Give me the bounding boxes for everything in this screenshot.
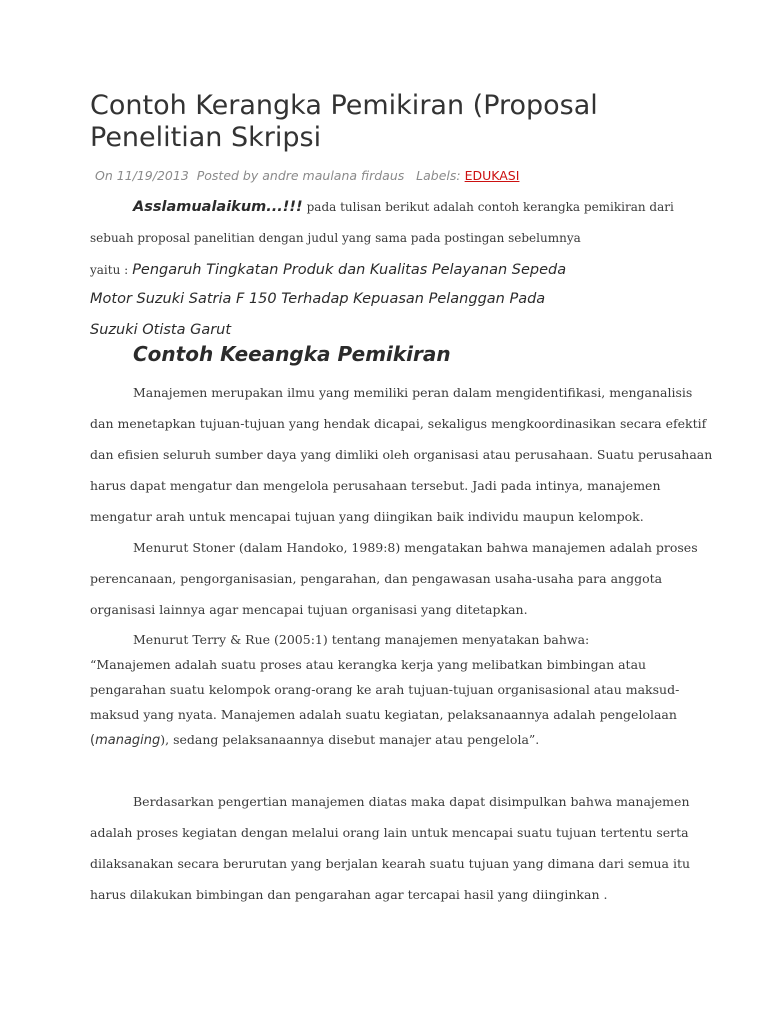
para2-line-1: Menurut Stoner (dalam Handoko, 1989:8) mengatakan bahwa manajemen adalah proses (133, 540, 698, 555)
quote-line-4-text: ), sedang pelaksanaannya disebut manajer atau pengelola”. (160, 732, 540, 747)
para4-line-4: harus dilakukan bimbingan dan pengarahan agar tercapai hasil yang diinginkan . (90, 887, 608, 902)
post-title-line-2: Penelitian Skripsi (90, 122, 322, 153)
post-author: Posted by andre maulana firdaus (196, 168, 405, 183)
post-title-line-1: Contoh Kerangka Pemikiran (Proposal (90, 90, 598, 121)
quote-open-paren: ( (90, 733, 96, 748)
para1-line-2: dan menetapkan tujuan-tujuan yang hendak dicapai, sekaligus mengkoordinasikan secara efektif (90, 416, 707, 431)
post-title (90, 90, 730, 154)
thesis-title-part-3: Suzuki Otista Garut (90, 322, 232, 338)
label-link-edukasi[interactable]: EDUKASI (464, 168, 520, 183)
intro-line-2: sebuah proposal panelitian dengan judul yang sama pada postingan sebelumnya (90, 231, 581, 245)
quote-line-4 (90, 732, 539, 748)
thesis-title-part-1: Pengaruh Tingkatan Produk dan Kualitas Pelayanan Sepeda (132, 262, 567, 278)
para1-line-5: mengatur arah untuk mencapai tujuan yang diingikan baik individu maupun kelompok. (90, 509, 644, 524)
post-meta (95, 168, 519, 183)
para1-line-4: harus dapat mengatur dan mengelola perusahaan tersebut. Jadi pada intinya, manajemen (90, 478, 661, 493)
para2-line-3: organisasi lainnya agar mencapai tujuan organisasi yang ditetapkan. (90, 602, 528, 617)
labels-caption: Labels: (416, 168, 461, 183)
post-date: On 11/19/2013 (95, 168, 189, 183)
intro-line-3 (90, 261, 566, 279)
quote-italic-term: managing (95, 733, 161, 748)
para2-line-2: perencanaan, pengorganisasian, pengarahan, dan pengawasan usaha-usaha para anggota (90, 571, 663, 586)
para3-intro: Menurut Terry & Rue (2005:1) tentang manajemen menyatakan bahwa: (133, 632, 590, 647)
quote-line-1: “Manajemen adalah suatu proses atau kerangka kerja yang melibatkan bimbingan atau (90, 657, 647, 672)
greeting: Asslamualaikum...!!! (133, 199, 303, 215)
section-heading: Contoh Keeangka Pemikiran (133, 342, 451, 366)
intro-prefix: yaitu : (90, 263, 129, 277)
intro-line-1 (133, 198, 674, 216)
para4-line-1: Berdasarkan pengertian manajemen diatas maka dapat disimpulkan bahwa manajemen (133, 794, 690, 809)
para1-line-1: Manajemen merupakan ilmu yang memiliki peran dalam mengidentifikasi, menganalisis (133, 385, 693, 400)
para4-line-2: adalah proses kegiatan dengan melalui orang lain untuk mencapai suatu tujuan tertentu serta (90, 825, 689, 840)
para4-line-3: dilaksanakan secara berurutan yang berjalan kearah suatu tujuan yang dimana dari semua itu (90, 856, 691, 871)
para1-line-3: dan efisien seluruh sumber daya yang dimliki oleh organisasi atau perusahaan. Suatu perusahaan (90, 447, 713, 462)
quote-line-2: pengarahan suatu kelompok orang-orang ke arah tujuan-tujuan organisasional atau maksud- (90, 682, 680, 697)
thesis-title-part-2: Motor Suzuki Satria F 150 Terhadap Kepuasan Pelanggan Pada (90, 291, 546, 307)
quote-line-3: maksud yang nyata. Manajemen adalah suatu kegiatan, pelaksanaannya adalah pengelolaan (90, 707, 677, 722)
intro-line-1-text: pada tulisan berikut adalah contoh kerangka pemikiran dari (306, 200, 674, 214)
